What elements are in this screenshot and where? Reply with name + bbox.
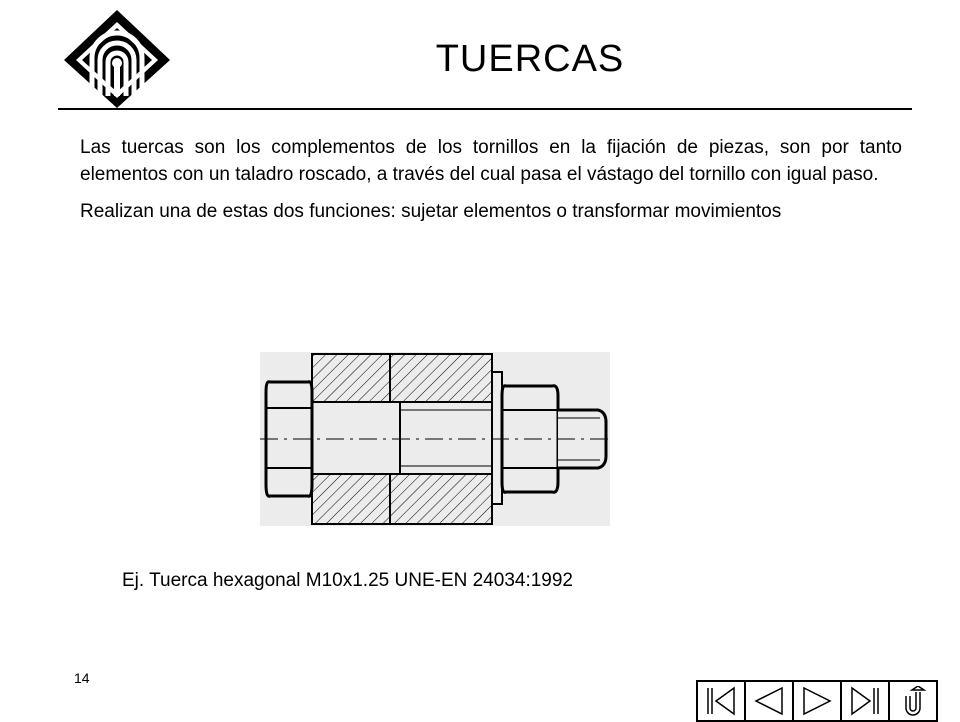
first-icon (704, 686, 738, 716)
last-icon (848, 686, 882, 716)
first-slide-button[interactable] (696, 680, 746, 722)
last-slide-button[interactable] (842, 680, 890, 722)
previous-icon (752, 686, 786, 716)
next-icon (800, 686, 834, 716)
slide-navigation (696, 680, 938, 720)
paragraph-2: Realizan una de estas dos funciones: sujetar elementos o transformar movimientos (80, 201, 782, 222)
previous-slide-button[interactable] (746, 680, 794, 722)
page-number: 14 (74, 670, 90, 686)
next-slide-button[interactable] (794, 680, 842, 722)
university-crest-logo (62, 8, 172, 108)
page-title: TUERCAS (435, 38, 625, 80)
bolt-nut-drawing (260, 352, 610, 526)
title-divider (58, 108, 912, 110)
return-button[interactable] (890, 680, 938, 722)
figure-caption: Ej. Tuerca hexagonal M10x1.25 UNE-EN 24034:1992 (122, 570, 573, 591)
return-icon (896, 686, 930, 716)
paragraph-1: Las tuercas son los complementos de los tornillos en la fijación de piezas, son por tanto elementos con un taladro roscado, a través del cual pasa el vástago del tornillo con igual paso. (80, 137, 902, 185)
body-text (80, 134, 902, 235)
